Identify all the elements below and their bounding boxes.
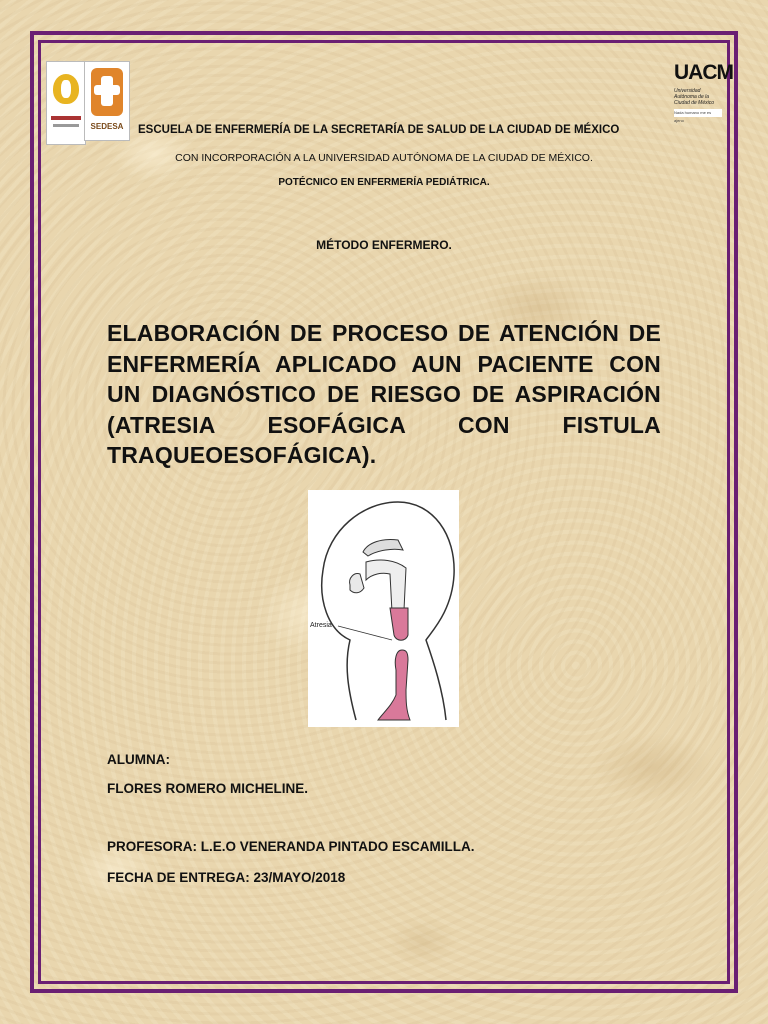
- school-name: ESCUELA DE ENFERMERÍA DE LA SECRETARÍA DE SALUD DE LA CIUDAD DE MÉXICO: [138, 124, 620, 136]
- student-name: FLORES ROMERO MICHELINE.: [107, 781, 309, 796]
- atresia-label: Atresia: [310, 622, 332, 629]
- incorporation-line: CON INCORPORACIÓN A LA UNIVERSIDAD AUTÓNOMA DE LA CIUDAD DE MÉXICO.: [175, 152, 593, 164]
- uacm-logo: [674, 61, 733, 140]
- document-title: ELABORACIÓN DE PROCESO DE ATENCIÓN DE ENFERMERÍA APLICADO AUN PACIENTE CON UN DIAGNÓSTICO DE RIESGO DE ASPIRACIÓN (ATRESIA ESOFÁGICA CON FISTULA TRAQUEOESOFÁGICA).: [107, 320, 661, 468]
- uacm-logo-motto: Nada humano me es ajeno: [674, 109, 722, 117]
- uacm-logo-title: UACM: [674, 61, 733, 84]
- sedesa-logo: [84, 61, 130, 141]
- esophageal-atresia-illustration: [308, 490, 459, 727]
- professor-line: PROFESORA: L.E.O VENERANDA PINTADO ESCAMILLA.: [107, 839, 475, 854]
- sedesa-logo-label: SEDESA: [90, 122, 124, 131]
- due-date-line: FECHA DE ENTREGA: 23/MAYO/2018: [107, 870, 346, 885]
- student-label: ALUMNA:: [107, 752, 170, 767]
- uacm-logo-subtitle: Universidad Autónoma de la Ciudad de México: [674, 88, 715, 106]
- program-name: POTÉCNICO EN ENFERMERÍA PEDIÁTRICA.: [278, 177, 490, 188]
- subject-name: MÉTODO ENFERMERO.: [316, 238, 452, 252]
- cdmx-logo: [46, 61, 86, 145]
